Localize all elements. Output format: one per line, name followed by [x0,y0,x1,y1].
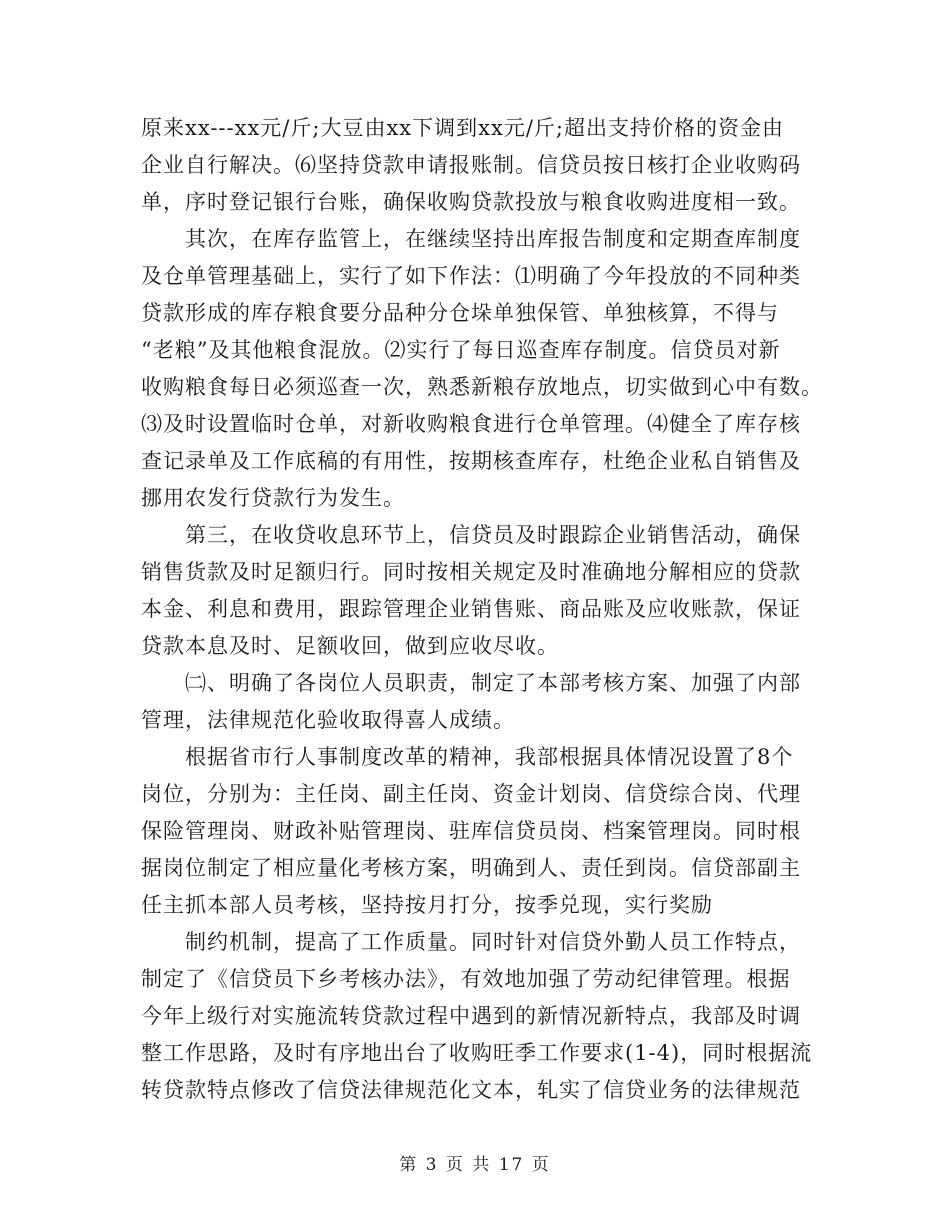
text-line: 据岗位制定了相应量化考核方案，明确到人、责任到岗。信贷部副主 [141,856,801,880]
text-line: 企业自行解决。⑹坚持贷款申请报账制。信贷员按日核打企业收购码 [141,153,801,177]
text-line: 其次，在库存监管上，在继续坚持出库报告制度和定期查库制度 [141,227,801,251]
text-line: 本金、利息和费用，跟踪管理企业销售账、商品账及应收账款，保证 [141,597,801,621]
text-line: 保险管理岗、财政补贴管理岗、驻库信贷员岗、档案管理岗。同时根 [141,819,801,843]
text-line: 第三，在收贷收息环节上，信贷员及时跟踪企业销售活动，确保 [141,523,801,547]
text-line: 制约机制，提高了工作质量。同时针对信贷外勤人员工作特点， [141,930,801,954]
text-line: 岗位，分别为：主任岗、副主任岗、资金计划岗、信贷综合岗、代理 [141,782,801,806]
text-line: 单，序时登记银行台账，确保收购贷款投放与粮食收购进度相一致。 [141,190,801,214]
text-line: 收购粮食每日必须巡查一次，熟悉新粮存放地点，切实做到心中有数。 [141,375,823,399]
document-body [141,110,823,1109]
text-line: ⑶及时设置临时仓单，对新收购粮食进行仓单管理。⑷健全了库存核 [141,412,801,436]
text-line: 贷款形成的库存粮食要分品种分仓垛单独保管、单独核算，不得与 [141,301,779,325]
text-line: 挪用农发行贷款行为发生。 [141,486,405,510]
text-line: 销售货款及时足额归行。同时按相关规定及时准确地分解相应的贷款 [141,560,801,584]
text-line: “老粮”及其他粮食混放。⑵实行了每日巡查库存制度。信贷员对新 [141,338,781,362]
text-line: 今年上级行对实施流转贷款过程中遇到的新情况新特点，我部及时调 [141,1004,801,1028]
text-line: 查记录单及工作底稿的有用性，按期核查库存，杜绝企业私自销售及 [141,449,801,473]
text-line: 及仓单管理基础上，实行了如下作法：⑴明确了今年投放的不同种类 [141,264,801,288]
text-line: 任主抓本部人员考核，坚持按月打分，按季兑现，实行奖励 [141,893,713,917]
text-line: 原来xx---xx元/斤;大豆由xx下调到xx元/斤;超出支持价格的资金由 [141,116,784,140]
text-line: 制定了《信贷员下乡考核办法》，有效地加强了劳动纪律管理。根据 [141,967,791,991]
text-line: 根据省市行人事制度改革的精神，我部根据具体情况设置了8个 [141,745,794,769]
text-line: ㈡、明确了各岗位人员职责，制定了本部考核方案、加强了内部 [141,671,801,695]
text-line: 贷款本息及时、足额收回，做到应收尽收。 [141,634,559,658]
text-line: 管理，法律规范化验收取得喜人成绩。 [141,708,515,732]
text-line: 整工作思路，及时有序地出台了收购旺季工作要求(1-4)，同时根据流 [141,1041,813,1065]
text-line: 转贷款特点修改了信贷法律规范化文本，轧实了信贷业务的法律规范 [141,1078,801,1102]
page-number-footer: 第 3 页 共 17 页 [399,1155,551,1175]
